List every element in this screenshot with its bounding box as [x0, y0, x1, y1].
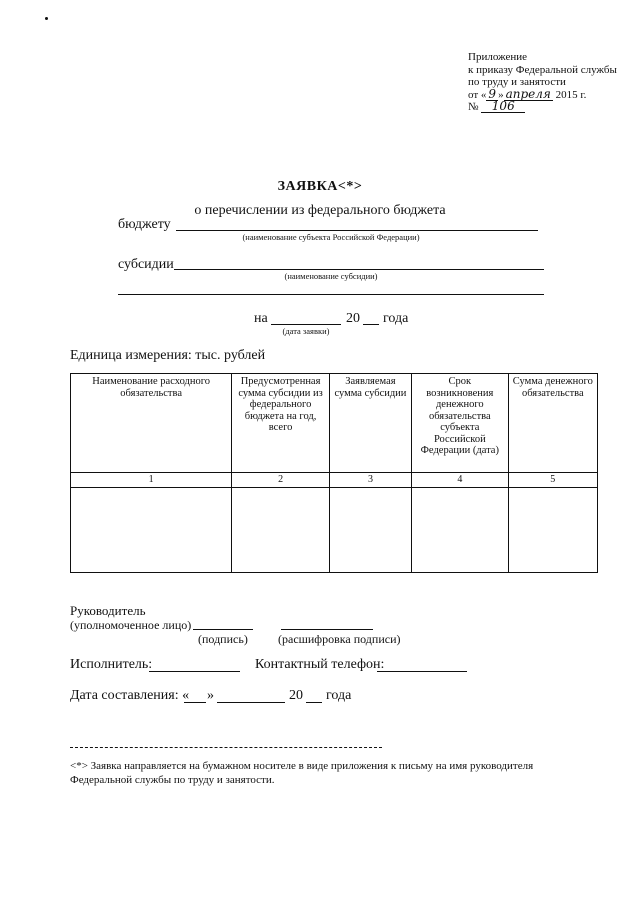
- scan-speck: [45, 17, 48, 20]
- header-cell: Наименование расходного обязательства: [71, 374, 232, 473]
- document-title: ЗАЯВКА<*>: [277, 179, 363, 194]
- subsidy-field[interactable]: [174, 269, 544, 270]
- table-header-row: [71, 374, 598, 473]
- header-cell: Предусмотренная сумма субсидии из федерального бюджета на год, всего: [232, 374, 330, 473]
- footnote: [70, 759, 610, 787]
- table-cell[interactable]: [412, 487, 509, 572]
- subsidy-label: субсидии: [118, 257, 174, 272]
- application-year-field[interactable]: [363, 324, 379, 325]
- compiled-year-prefix: 20: [289, 688, 303, 703]
- compiled-prefix: Дата составления: «: [70, 688, 190, 703]
- handwritten-number: 106: [481, 101, 525, 113]
- budget-field[interactable]: [176, 230, 538, 231]
- obligations-table: [70, 373, 598, 573]
- handwritten-day: 9: [488, 86, 497, 101]
- column-number: 3: [329, 473, 411, 488]
- table-cell[interactable]: [232, 487, 330, 572]
- appendix-line2: к приказу Федеральной службы: [468, 63, 617, 76]
- header-cell: Заявляемая сумма субсидии: [329, 374, 411, 473]
- column-number-row: [71, 473, 598, 488]
- subsidy-field-continued[interactable]: [118, 294, 544, 295]
- signature-hint: (подпись): [198, 632, 248, 646]
- executor-field[interactable]: [149, 671, 240, 672]
- table-cell[interactable]: [508, 487, 597, 572]
- table-row: [71, 487, 598, 572]
- appendix-line3: по труду и занятости: [468, 76, 566, 88]
- column-number: 1: [71, 473, 232, 488]
- header-cell: Сумма денежного обязательства: [508, 374, 597, 473]
- head-label: Руководитель: [70, 603, 146, 618]
- units-label: Единица измерения: тыс. рублей: [70, 348, 266, 363]
- footnote-divider: [70, 747, 382, 748]
- subsidy-hint: (наименование субсидии): [284, 271, 378, 281]
- appendix-header: [468, 51, 617, 114]
- executor-label: Исполнитель:: [70, 657, 153, 672]
- compiled-day-field[interactable]: [184, 702, 206, 703]
- compiled-year-field[interactable]: [306, 702, 322, 703]
- appendix-number: № 106: [468, 101, 617, 114]
- handwritten-month: апреля: [505, 86, 551, 101]
- application-date-field[interactable]: [271, 324, 341, 325]
- authorized-label: (уполномоченное лицо): [70, 618, 192, 632]
- table-cell[interactable]: [329, 487, 411, 572]
- phone-label: Контактный телефон:: [255, 657, 385, 672]
- column-number: 4: [412, 473, 509, 488]
- signature-decode-field[interactable]: [281, 629, 373, 630]
- compiled-suffix: года: [326, 688, 352, 703]
- appendix-date: от « 9 » апреля 2015 г.: [468, 86, 587, 101]
- header-cell: Срок возникновения денежного обязательства субъекта Российской Федерации (дата): [412, 374, 509, 473]
- decode-hint: (расшифровка подписи): [278, 632, 401, 646]
- date-suffix: года: [383, 311, 409, 326]
- date-hint: (дата заявки): [282, 326, 330, 336]
- appendix-line1: Приложение: [468, 51, 528, 63]
- document-subtitle: о перечислении из федерального бюджета: [194, 203, 446, 218]
- budget-hint: (наименование субъекта Российской Федерации): [242, 232, 420, 242]
- column-number: 5: [508, 473, 597, 488]
- compiled-mid: »: [207, 688, 214, 703]
- phone-field[interactable]: [377, 671, 467, 672]
- signature-field[interactable]: [193, 629, 253, 630]
- column-number: 2: [232, 473, 330, 488]
- footnote-line1: <*> Заявка направляется на бумажном носителе в виде приложения к письму на имя руководителя: [70, 760, 534, 772]
- table-cell[interactable]: [71, 487, 232, 572]
- budget-label: бюджету: [118, 217, 171, 232]
- date-year-prefix: 20: [346, 311, 360, 326]
- date-prefix: на: [254, 311, 268, 326]
- compiled-month-field[interactable]: [217, 702, 285, 703]
- footnote-line2: Федеральной службы по труду и занятости.: [70, 774, 275, 786]
